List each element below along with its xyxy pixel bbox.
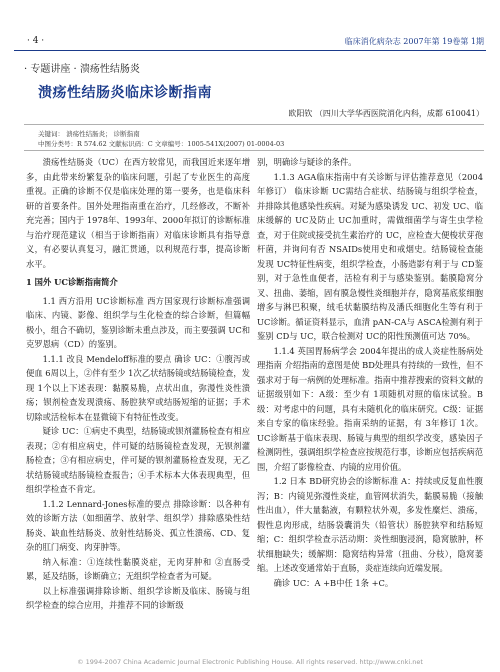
keywords: 关键词： 溃疡性结肠炎； 诊断指南 <box>38 130 140 138</box>
article-title: 溃疡性结肠炎临床诊断指南 <box>38 85 212 101</box>
paragraph: 别，明确诊与疑诊的条件。 <box>257 157 357 167</box>
column-label: · 专题讲座 · 溃疡性结肠炎 <box>24 64 140 75</box>
paragraph: 疑诊 UC：①病史不典型，结肠镜或钡剂灌肠检查有相应表现；②有相应病史，伴可疑的结肠镜检查发现，无钡剂灌肠检查；③有相应病史，伴可疑的钡剂灌肠检查发现，无乙状结肠镜或结肠镜检查报告；④手术标本大体表现典型，但组织学检查不肯定。 <box>26 426 250 494</box>
header-rule <box>14 50 486 51</box>
paragraph: 以上标准强调排除诊断、组织学诊断及临床、肠镜与组织学检查的综合应用，并推荐不同的诊断级 <box>26 585 250 610</box>
paragraph: 1.1.4 英国胃肠病学会 2004年提出的成人炎症性肠病处理指南 介绍指南的意图是使 BD处理具有持续的一致性，但不强求对于每一病例的处理标准。指南中推荐搜索的资料文献的证据级别如下：A级：至少有 1项随机对照的临床试验。B级：对考虑中的问题，具有未随机化的临床研究。C级：证据来自专家的临床经验。指南采纳的证据，有 3年修订 1次。UC诊断基于临床表现、肠镜与典型的组织学改变，感染因子检测阴性，强调组织学检查应按规范行事，诊断应包括疾病范围，介绍了影像检查、内镜的应用价值。 <box>257 345 483 472</box>
left-column <box>26 155 250 613</box>
paragraph: 1.1.2 Lennard-Jones标准的要点 排除诊断：以各种有效的诊断方法（如细菌学、放射学、组织学）排除感染性结肠炎、缺血性结肠炎、放射性结肠炎、孤立性溃疡、CD、复杂的肛门病变、肉芽肿等。 <box>26 498 250 552</box>
meta-rule-bottom <box>24 150 484 151</box>
classification: 中图分类号：R 574.62 文献标识码：C 文章编号：1005-541X(2007) 01-0004-03 <box>38 140 285 148</box>
meta-rule-top <box>24 124 484 125</box>
paragraph: 1.1.3 AGA临床指南中有关诊断与评估推荐意见（2004年修订） 临床诊断 UC需结合症状、结肠镜与组织学检查，并排除其他感染性疾病。对疑为感染诱发 UC、初发 UC、临床缓解的 UC及防止 UC加重时，需做细菌学与寄生虫学检查，对于住院或接受抗生素治疗的 UC，应检查大便梭状芽孢杆菌，并询问有否 NSAIDs使用史和戒烟史。结肠镜检查能发现 UC特征性病变，组织学检查，小肠造影有利于与 CD鉴别，对于急性血便者，活检有利于与感染鉴别。黏膜隐窝分叉、扭曲、萎缩，固有膜急慢性炎细胞并存，隐窝基底浆细胞增多与淋巴积聚，绒毛状黏膜结构及潘氏细胞化生等有利于 UC诊断。循证资料显示，血清 pAN-CA与 ASCA检测有利于鉴别 CD与 UC，联合检测对 UC的阳性预测值可达 70%。 <box>257 171 483 341</box>
paragraph: 1.2 日本 BD研究协会的诊断标准 A：持续或反复血性腹泻；B：内镜见弥漫性炎症，血管网状消失，黏膜易脆（接触性出血），伴大量黏液，有颗粒状外观，多发性糜烂、溃疡，假性息肉形成，结肠袋囊消失（铅管状）肠腔狭窄和结肠短缩；C：组织学检查示活动期：炎性细胞浸润，隐窝脓肿，杯状细胞缺失；缓解期：隐窝结构异常（扭曲、分枝），隐窝萎缩。上述改变通常始于直肠，炎症连续向近端发展。 <box>257 476 483 573</box>
author-line: 欧阳钦 （四川大学华西医院消化内科，成都 610041） <box>288 109 484 118</box>
paragraph: 溃疡性结肠炎（UC）在西方较常见，而我国近来逐年增多，由此带来纷繁复杂的临床问题，引起了专业医生的高度重视。正确的诊断不仅是临床处理的第一要务，也是临床科研的首要条件。国外处理指南重在治疗，几经修改，不断补充完善；国内于 1978年、1993年、2000年拟订的诊断标准与治疗现范建议（相当于诊断指南）对临床诊断具有指导意义，有必要认真复习，融汇贯通，以利规范行事，提高诊断水平。 <box>26 157 250 269</box>
paragraph: 1.1 西方沿用 UC诊断标准 西方国家现行诊断标准强调临床、内镜、影像、组织学与生化检查的综合诊断，但篇幅极小，组合不确切，鉴别诊断未重点涉及，而主要强调 UC和克罗恩病（CD）的鉴别。 <box>26 295 250 349</box>
copyright-footer: © 1994-2007 China Academic Journal Electronic Publishing House. All rights reserved. http://www.cnki.net <box>77 658 423 666</box>
page-number: · 4 · <box>27 36 45 46</box>
paragraph: 纳入标准：①连续性黏膜炎症，无肉芽肿和 ②直肠受累，延及结肠，诊断确立；无组织学检查者为可疑。 <box>26 556 250 581</box>
journal-header: 临床消化病杂志 2007年第 19卷第 1期 <box>344 37 484 46</box>
section-heading: 1 国外 UC诊断指南简介 <box>26 277 118 287</box>
right-column <box>257 155 483 590</box>
paragraph: 1.1.1 改良 Mendeloff标准的要点 确诊 UC：①腹泻或便血 6周以上，②伴有至少 1次乙状结肠镜或结肠镜检查，发现 1个以上下述表现：黏膜易脆，点状出血，弥漫性炎性溃疡；钡剂检查发现溃疡、肠腔狭窄或结肠短缩的证据；手术切除或活检标本在显微镜下有特征性改变。 <box>26 353 250 422</box>
paragraph: 确诊 UC：A +B中任 1条 +C。 <box>273 577 394 588</box>
